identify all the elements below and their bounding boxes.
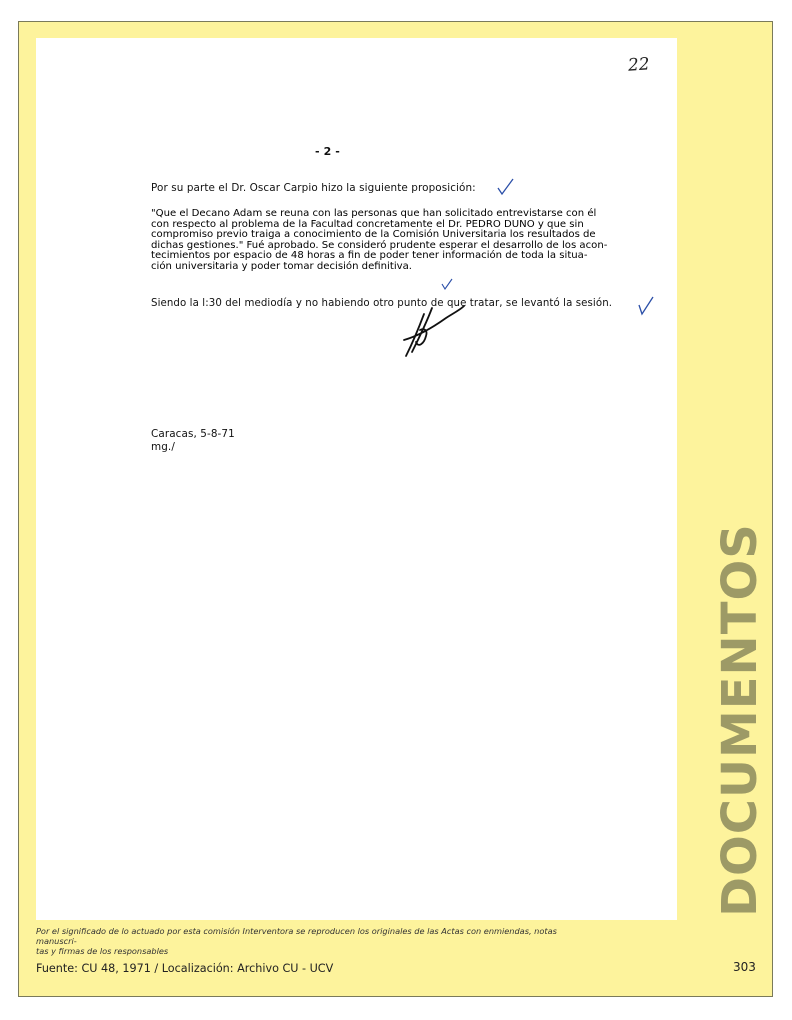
source-note: Fuente: CU 48, 1971 / Localización: Archivo CU - UCV: [36, 962, 334, 975]
handwritten-signature: [398, 300, 468, 360]
section-label-text: DOCUMENTOS: [712, 523, 768, 917]
quote-line: dichas gestiones." Fué aprobado. Se consideró prudente esperar el desarrollo de los acon-: [151, 239, 608, 251]
typist-initials: mg./: [151, 441, 175, 453]
handwritten-page-number: 22: [627, 54, 651, 76]
check-mark-icon: [496, 177, 516, 197]
quote-line: con respecto al problema de la Facultad concretamente el Dr. PEDRO DUNO y que sin: [151, 218, 584, 230]
caption-line: Por el significado de lo actuado por esta comisión Interventora se reproducen los originales de las Actas con enmiendas, notas manuscri-: [36, 926, 557, 946]
closing-line: Siendo la l:30 del mediodía y no habiendo otro punto de que tratar, se levantó la sesión.: [151, 298, 613, 309]
page-marker: - 2 -: [315, 145, 340, 158]
opening-line: Por su parte el Dr. Oscar Carpio hizo la siguiente proposición:: [151, 182, 476, 194]
quote-line: compromiso previo traiga a conocimiento de la Comisión Universitaria los resultados de: [151, 229, 596, 241]
scanned-document: [36, 38, 677, 920]
quote-paragraph: [151, 209, 651, 273]
caption-line: tas y firmas de los responsables: [36, 946, 169, 956]
section-label: [690, 523, 790, 917]
check-mark-icon: [440, 277, 454, 291]
place-date: Caracas, 5-8-71: [151, 428, 235, 440]
quote-line: ción universitaria y poder tomar decisión definitiva.: [151, 260, 412, 272]
check-mark-icon: [636, 295, 656, 317]
figure-caption: [36, 926, 576, 956]
page-number: 303: [733, 960, 756, 974]
quote-line: tecimientos por espacio de 48 horas a fin de poder tener información de toda la situa-: [151, 250, 588, 262]
quote-line: "Que el Decano Adam se reuna con las personas que han solicitado entrevistarse con él: [151, 208, 597, 219]
